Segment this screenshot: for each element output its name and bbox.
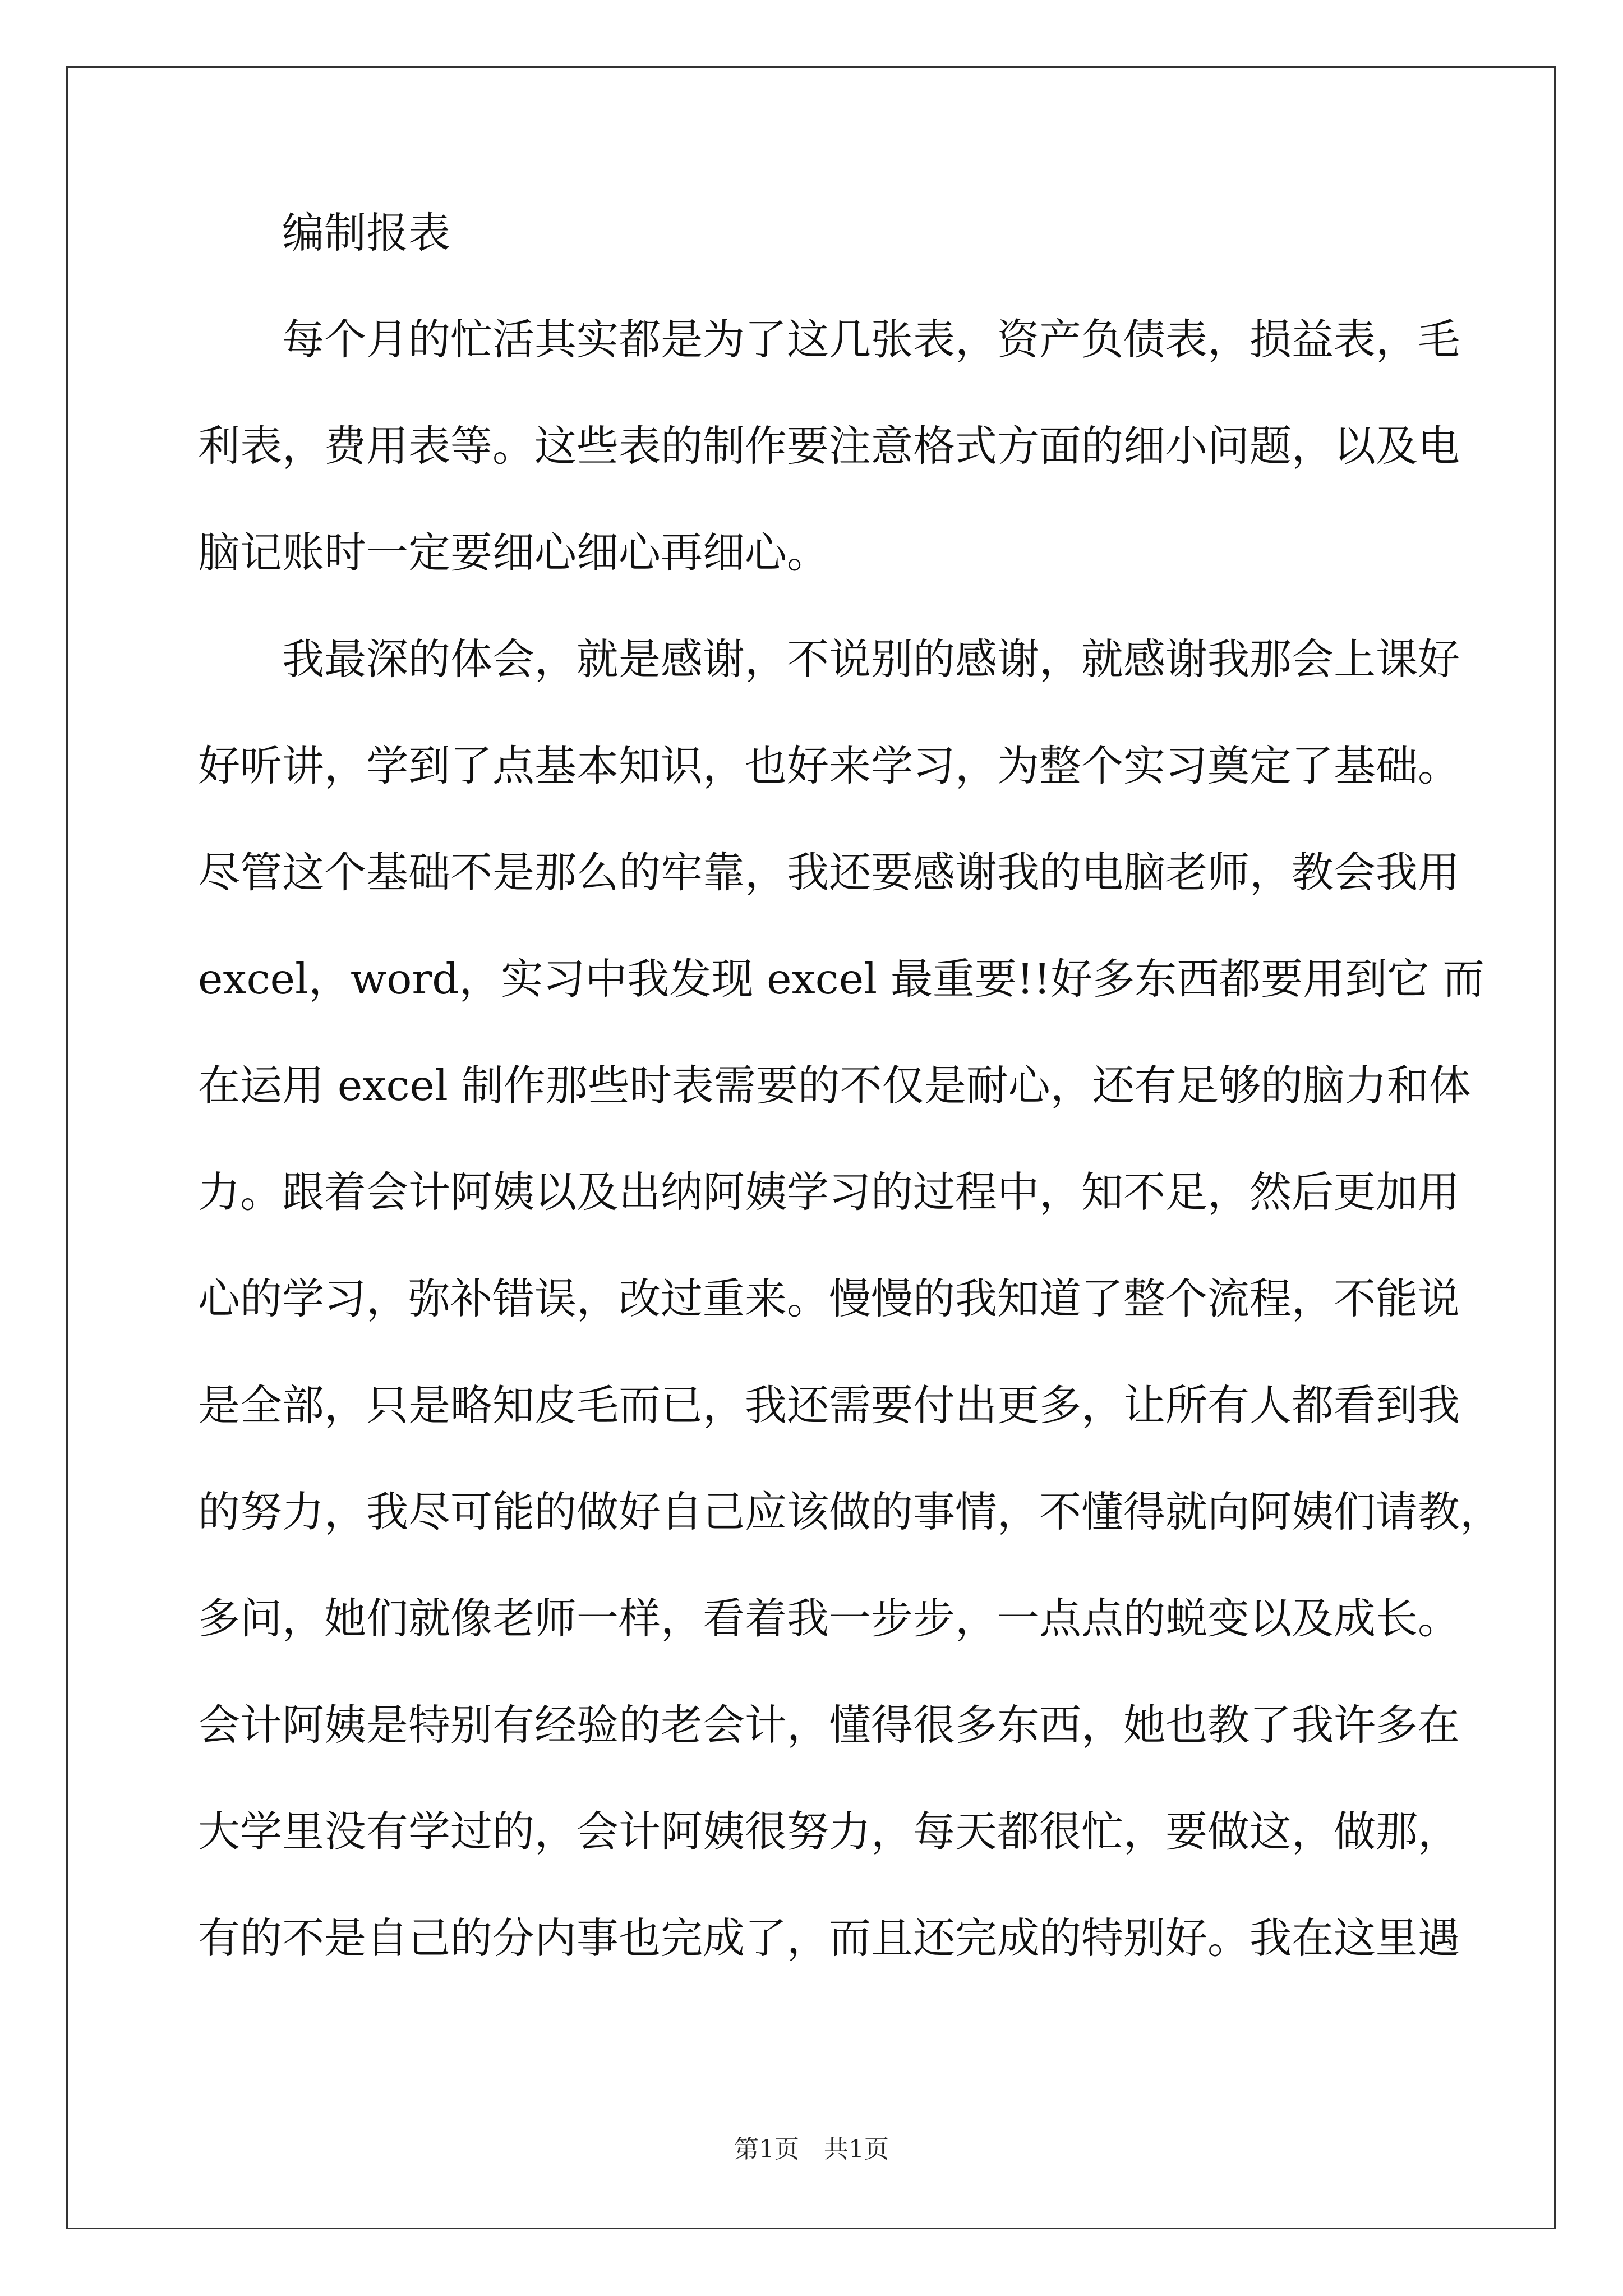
text-line: 大学里没有学过的，会计阿姨很努力，每天都很忙，要做这，做那， xyxy=(198,1807,1460,1856)
text-line: 好听讲，学到了点基本知识，也好来学习，为整个实习奠定了基础。 xyxy=(198,741,1460,790)
text-line: 的努力，我尽可能的做好自己应该做的事情，不懂得就向阿姨们请教， xyxy=(198,1487,1502,1536)
text-line: 是全部，只是略知皮毛而已，我还需要付出更多，让所有人都看到我 xyxy=(198,1381,1460,1430)
text-line: 每个月的忙活其实都是为了这几张表，资产负债表，损益表，毛 xyxy=(198,315,1460,364)
text-line: 我最深的体会，就是感谢，不说别的感谢，就感谢我那会上课好 xyxy=(198,634,1460,684)
text-line: 脑记账时一定要细心细心再细心。 xyxy=(198,528,829,577)
text-line: 利表，费用表等。这些表的制作要注意格式方面的细小问题，以及电 xyxy=(198,421,1460,471)
text-line: 力。跟着会计阿姨以及出纳阿姨学习的过程中，知不足，然后更加用 xyxy=(198,1167,1460,1217)
text-line: 尽管这个基础不是那么的牢靠，我还要感谢我的电脑老师，教会我用 xyxy=(198,848,1460,897)
section-heading: 编制报表 xyxy=(198,208,451,257)
text-line: 心的学习，弥补错误，改过重来。慢慢的我知道了整个流程，不能说 xyxy=(198,1274,1460,1323)
text-line: 多问，她们就像老师一样，看着我一步步，一点点的蜕变以及成长。 xyxy=(198,1594,1460,1643)
text-line: 会计阿姨是特别有经验的老会计，懂得很多东西，她也教了我许多在 xyxy=(198,1700,1460,1750)
text-line: 有的不是自己的分内事也完成了，而且还完成的特别好。我在这里遇 xyxy=(198,1913,1460,1963)
text-line: 在运用 excel 制作那些时表需要的不仅是耐心，还有足够的脑力和体 xyxy=(198,1061,1471,1110)
text-line: excel，word，实习中我发现 excel 最重要!!好多东西都要用到它 而 xyxy=(198,954,1485,1004)
page-footer: 第1页 共1页 xyxy=(734,2135,889,2164)
